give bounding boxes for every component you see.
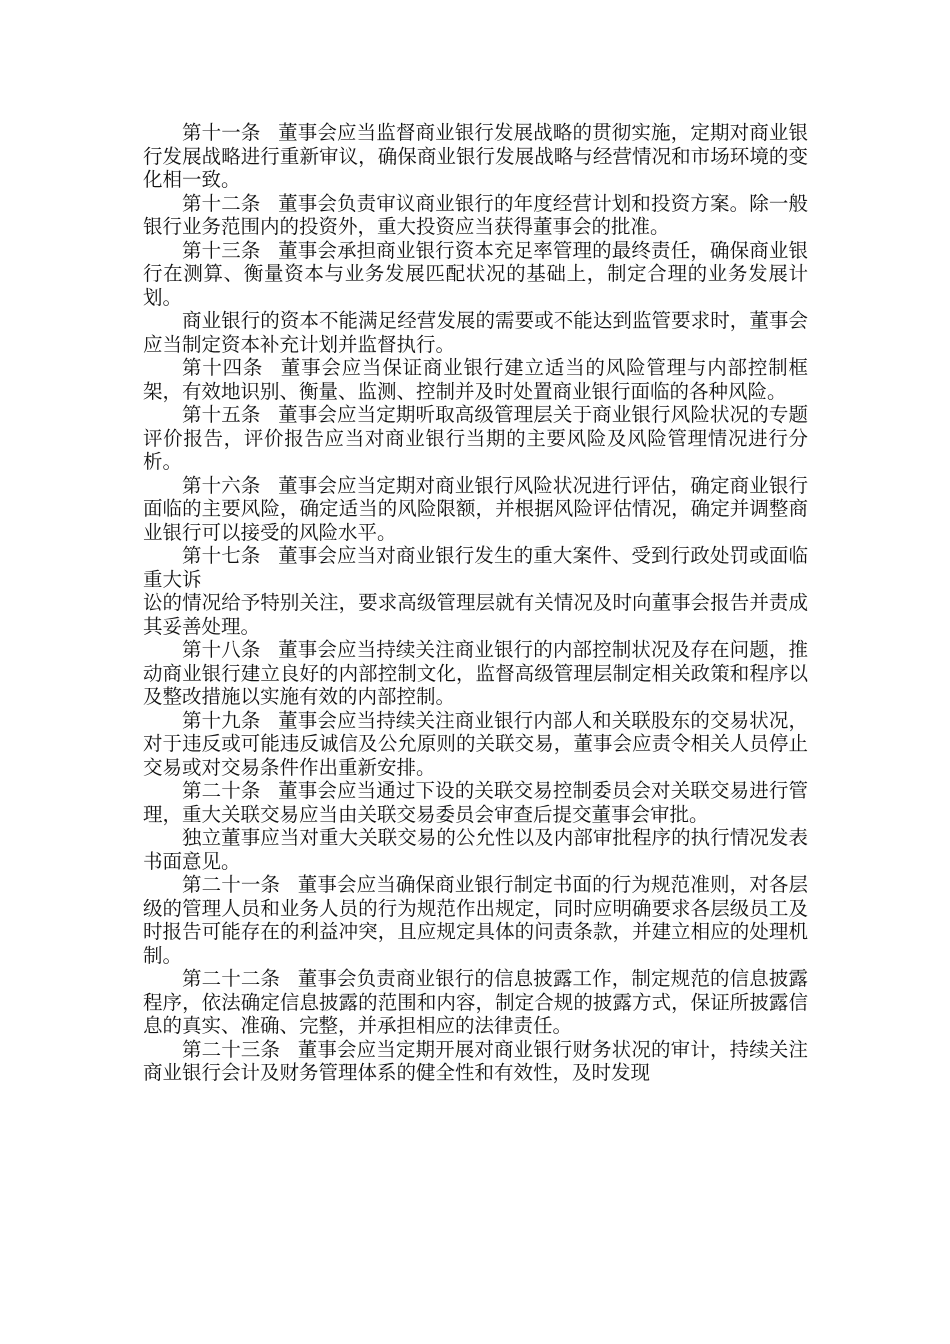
paragraph-text: 独立董事应当对重大关联交易的公允性以及内部审批程序的执行情况发表书面意见。 xyxy=(143,826,808,873)
paragraph xyxy=(143,638,808,709)
paragraph-text: 董事会应当对商业银行发生的重大案件、受到行政处罚或面临重大诉 xyxy=(143,544,808,591)
paragraph xyxy=(143,309,808,356)
paragraph xyxy=(143,873,808,967)
paragraph xyxy=(143,239,808,310)
paragraph-text: 董事会应当保证商业银行建立适当的风险管理与内部控制框架，有效地识别、衡量、监测、控制并及时处置商业银行面临的各种风险。 xyxy=(143,356,808,403)
paragraph xyxy=(143,967,808,1038)
paragraph xyxy=(143,709,808,780)
article-number: 第二十二条 xyxy=(182,967,281,990)
paragraph xyxy=(143,474,808,545)
paragraph-text: 董事会应当定期听取高级管理层关于商业银行风险状况的专题评价报告，评价报告应当对商业银行当期的主要风险及风险管理情况进行分析。 xyxy=(143,403,808,473)
article-number: 第二十三条 xyxy=(182,1037,281,1061)
paragraph-text: 董事会负责审议商业银行的年度经营计划和投资方案。除一般银行业务范围内的投资外，重大投资应当获得董事会的批准。 xyxy=(143,191,808,238)
paragraph xyxy=(143,356,808,403)
paragraph-text: 董事会应当通过下设的关联交易控制委员会对关联交易进行管理，重大关联交易应当由关联交易委员会审查后提交董事会审批。 xyxy=(143,779,808,826)
paragraph xyxy=(143,544,808,591)
paragraph-text: 商业银行的资本不能满足经营发展的需要或不能达到监管要求时，董事会应当制定资本补充计划并监督执行。 xyxy=(143,309,808,356)
paragraph-text: 讼的情况给予特别关注，要求高级管理层就有关情况及时向董事会报告并责成其妥善处理。 xyxy=(143,591,808,638)
paragraph-text: 董事会应当持续关注商业银行的内部控制状况及存在问题，推动商业银行建立良好的内部控制文化，监督高级管理层制定相关政策和程序以及整改措施以实施有效的内部控制。 xyxy=(143,638,808,708)
article-number: 第二十条 xyxy=(182,779,261,802)
document-body xyxy=(143,121,808,1085)
article-number: 第十二条 xyxy=(182,191,261,215)
paragraph-text: 董事会应当定期开展对商业银行财务状况的审计，持续关注商业银行会计及财务管理体系的健全性和有效性，及时发现 xyxy=(143,1037,808,1084)
paragraph-text: 董事会承担商业银行资本充足率管理的最终责任，确保商业银行在测算、衡量资本与业务发展匹配状况的基础上，制定合理的业务发展计划。 xyxy=(143,238,808,309)
paragraph xyxy=(143,403,808,474)
paragraph xyxy=(143,1038,808,1085)
article-number: 第十七条 xyxy=(182,544,261,567)
article-number: 第十八条 xyxy=(182,638,261,661)
paragraph-text: 董事会应当确保商业银行制定书面的行为规范准则，对各层级的管理人员和业务人员的行为规范作出规定，同时应明确要求各层级员工及时报告可能存在的利益冲突，且应规定具体的问责条款，并建立相应的处理机制。 xyxy=(143,873,808,967)
paragraph-text: 董事会负责商业银行的信息披露工作，制定规范的信息披露程序，依法确定信息披露的范围和内容，制定合规的披露方式，保证所披露信息的真实、准确、完整，并承担相应的法律责任。 xyxy=(143,967,808,1037)
article-number: 第十九条 xyxy=(182,708,261,732)
article-number: 第十六条 xyxy=(182,473,261,497)
paragraph-text: 董事会应当定期对商业银行风险状况进行评估，确定商业银行面临的主要风险，确定适当的风险限额，并根据风险评估情况，确定并调整商业银行可以接受的风险水平。 xyxy=(143,473,808,544)
article-number: 第十三条 xyxy=(182,238,261,262)
paragraph xyxy=(143,591,808,638)
paragraph xyxy=(143,826,808,873)
article-number: 第十四条 xyxy=(182,356,264,379)
paragraph-text: 董事会应当持续关注商业银行内部人和关联股东的交易状况，对于违反或可能违反诚信及公允原则的关联交易，董事会应责令相关人员停止交易或对交易条件作出重新安排。 xyxy=(143,708,808,779)
article-number: 第二十一条 xyxy=(182,873,281,896)
article-number: 第十一条 xyxy=(182,121,261,144)
paragraph xyxy=(143,192,808,239)
paragraph xyxy=(143,121,808,192)
paragraph xyxy=(143,779,808,826)
article-number: 第十五条 xyxy=(182,403,261,426)
paragraph-text: 董事会应当监督商业银行发展战略的贯彻实施，定期对商业银行发展战略进行重新审议，确保商业银行发展战略与经营情况和市场环境的变化相一致。 xyxy=(143,121,808,191)
